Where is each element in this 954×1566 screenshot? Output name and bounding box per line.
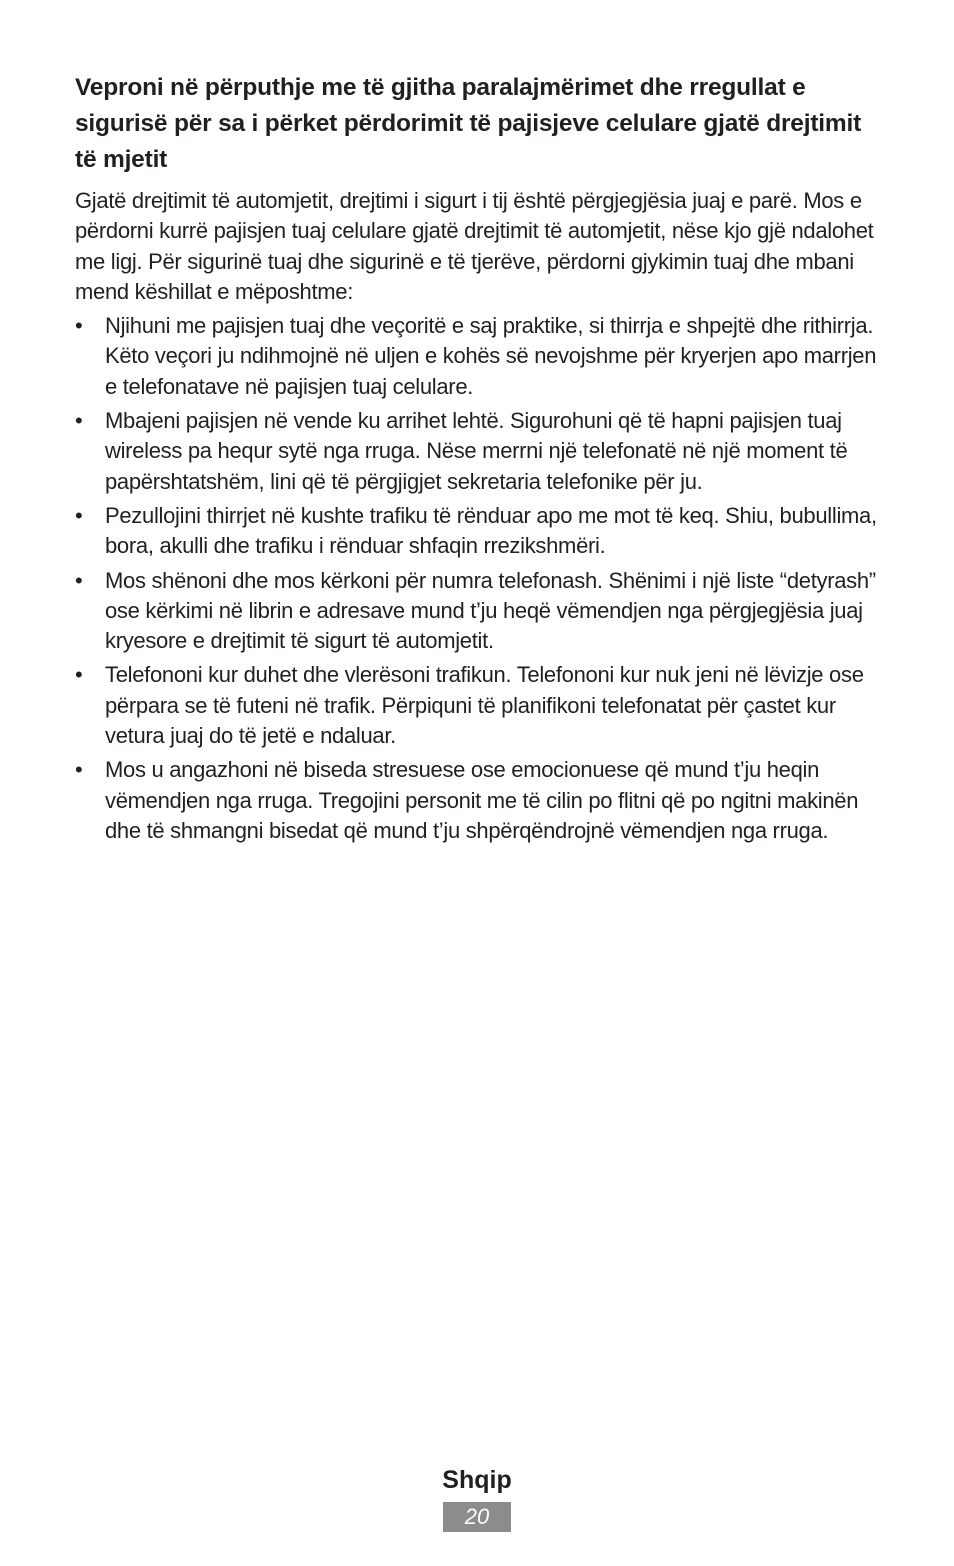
list-item [75, 311, 885, 402]
language-label: Shqip [442, 1466, 512, 1494]
list-item [75, 755, 885, 846]
list-item [75, 566, 885, 657]
list-item-text: Mos u angazhoni në biseda stresuese ose emocionuese që mund t’ju heqin vëmendjen nga rruga. Tregojini personit me të cilin po flitni që po ngitni makinën dhe të shmangni bisedat që mund t’ju shpërqëndrojnë vëmendjen nga rruga. [105, 757, 859, 843]
list-item [75, 660, 885, 751]
bullet-icon: • [75, 408, 83, 434]
main-content [75, 70, 885, 850]
list-item-text: Pezullojini thirrjet në kushte trafiku të rënduar apo me mot të keq. Shiu, bubullima, bora, akulli dhe trafiku i rënduar shfaqin rrezikshmëri. [105, 502, 877, 559]
safety-tips-list [75, 311, 885, 846]
list-item-text: Mbajeni pajisjen në vende ku arrihet lehtë. Sigurohuni që të hapni pajisjen tuaj wireless pa hequr sytë nga rruga. Nëse merrni një telefonatë në një moment të papërshtatshëm, lini që të përgjigjet sekretaria telefonike për ju. [105, 408, 848, 494]
intro-paragraph: Gjatë drejtimit të automjetit, drejtimi i sigurt i tij është përgjegjësia juaj e parë. Mos e përdorni kurrë pajisjen tuaj celulare gjatë drejtimit të automjetit, nëse kjo gjë ndalohet me ligj. Për sigurinë tuaj dhe sigurinë e të tjerëve, përdorni gjykimin tuaj dhe mbani mend këshillat e mëposhtme: [75, 188, 874, 304]
list-item-text: Mos shënoni dhe mos kërkoni për numra telefonash. Shënimi i një liste “detyrash” ose kërkimi në librin e adresave mund t’ju heqë vëmendjen nga përgjegjësia juaj kryesore e drejtimit të sigurt të automjetit. [105, 567, 876, 654]
bullet-icon: • [75, 502, 83, 528]
list-item [75, 501, 885, 562]
bullet-icon: • [75, 757, 83, 783]
list-item [75, 406, 885, 497]
page-number-badge: 20 [443, 1502, 511, 1532]
bullet-icon: • [75, 567, 83, 593]
page-footer [0, 1462, 954, 1532]
section-heading: Veproni në përputhje me të gjitha paralajmërimet dhe rregullat e sigurisë për sa i përket përdorimit të pajisjeve celulare gjatë drejtimit të mjetit [75, 74, 862, 173]
bullet-icon: • [75, 313, 83, 339]
bullet-icon: • [75, 662, 83, 688]
list-item-text: Telefononi kur duhet dhe vlerësoni trafikun. Telefononi kur nuk jeni në lëvizje ose përpara se të futeni në trafik. Përpiquni të planifikoni telefonatat për çastet kur vetura juaj do të jetë e ndaluar. [105, 662, 864, 749]
list-item-text: Njihuni me pajisjen tuaj dhe veçoritë e saj praktike, si thirrja e shpejtë dhe rithirrja. Këto veçori ju ndihmojnë në uljen e kohës së nevojshme për kryerjen apo marrjen e telefonatave në pajisjen tuaj celulare. [105, 313, 877, 399]
